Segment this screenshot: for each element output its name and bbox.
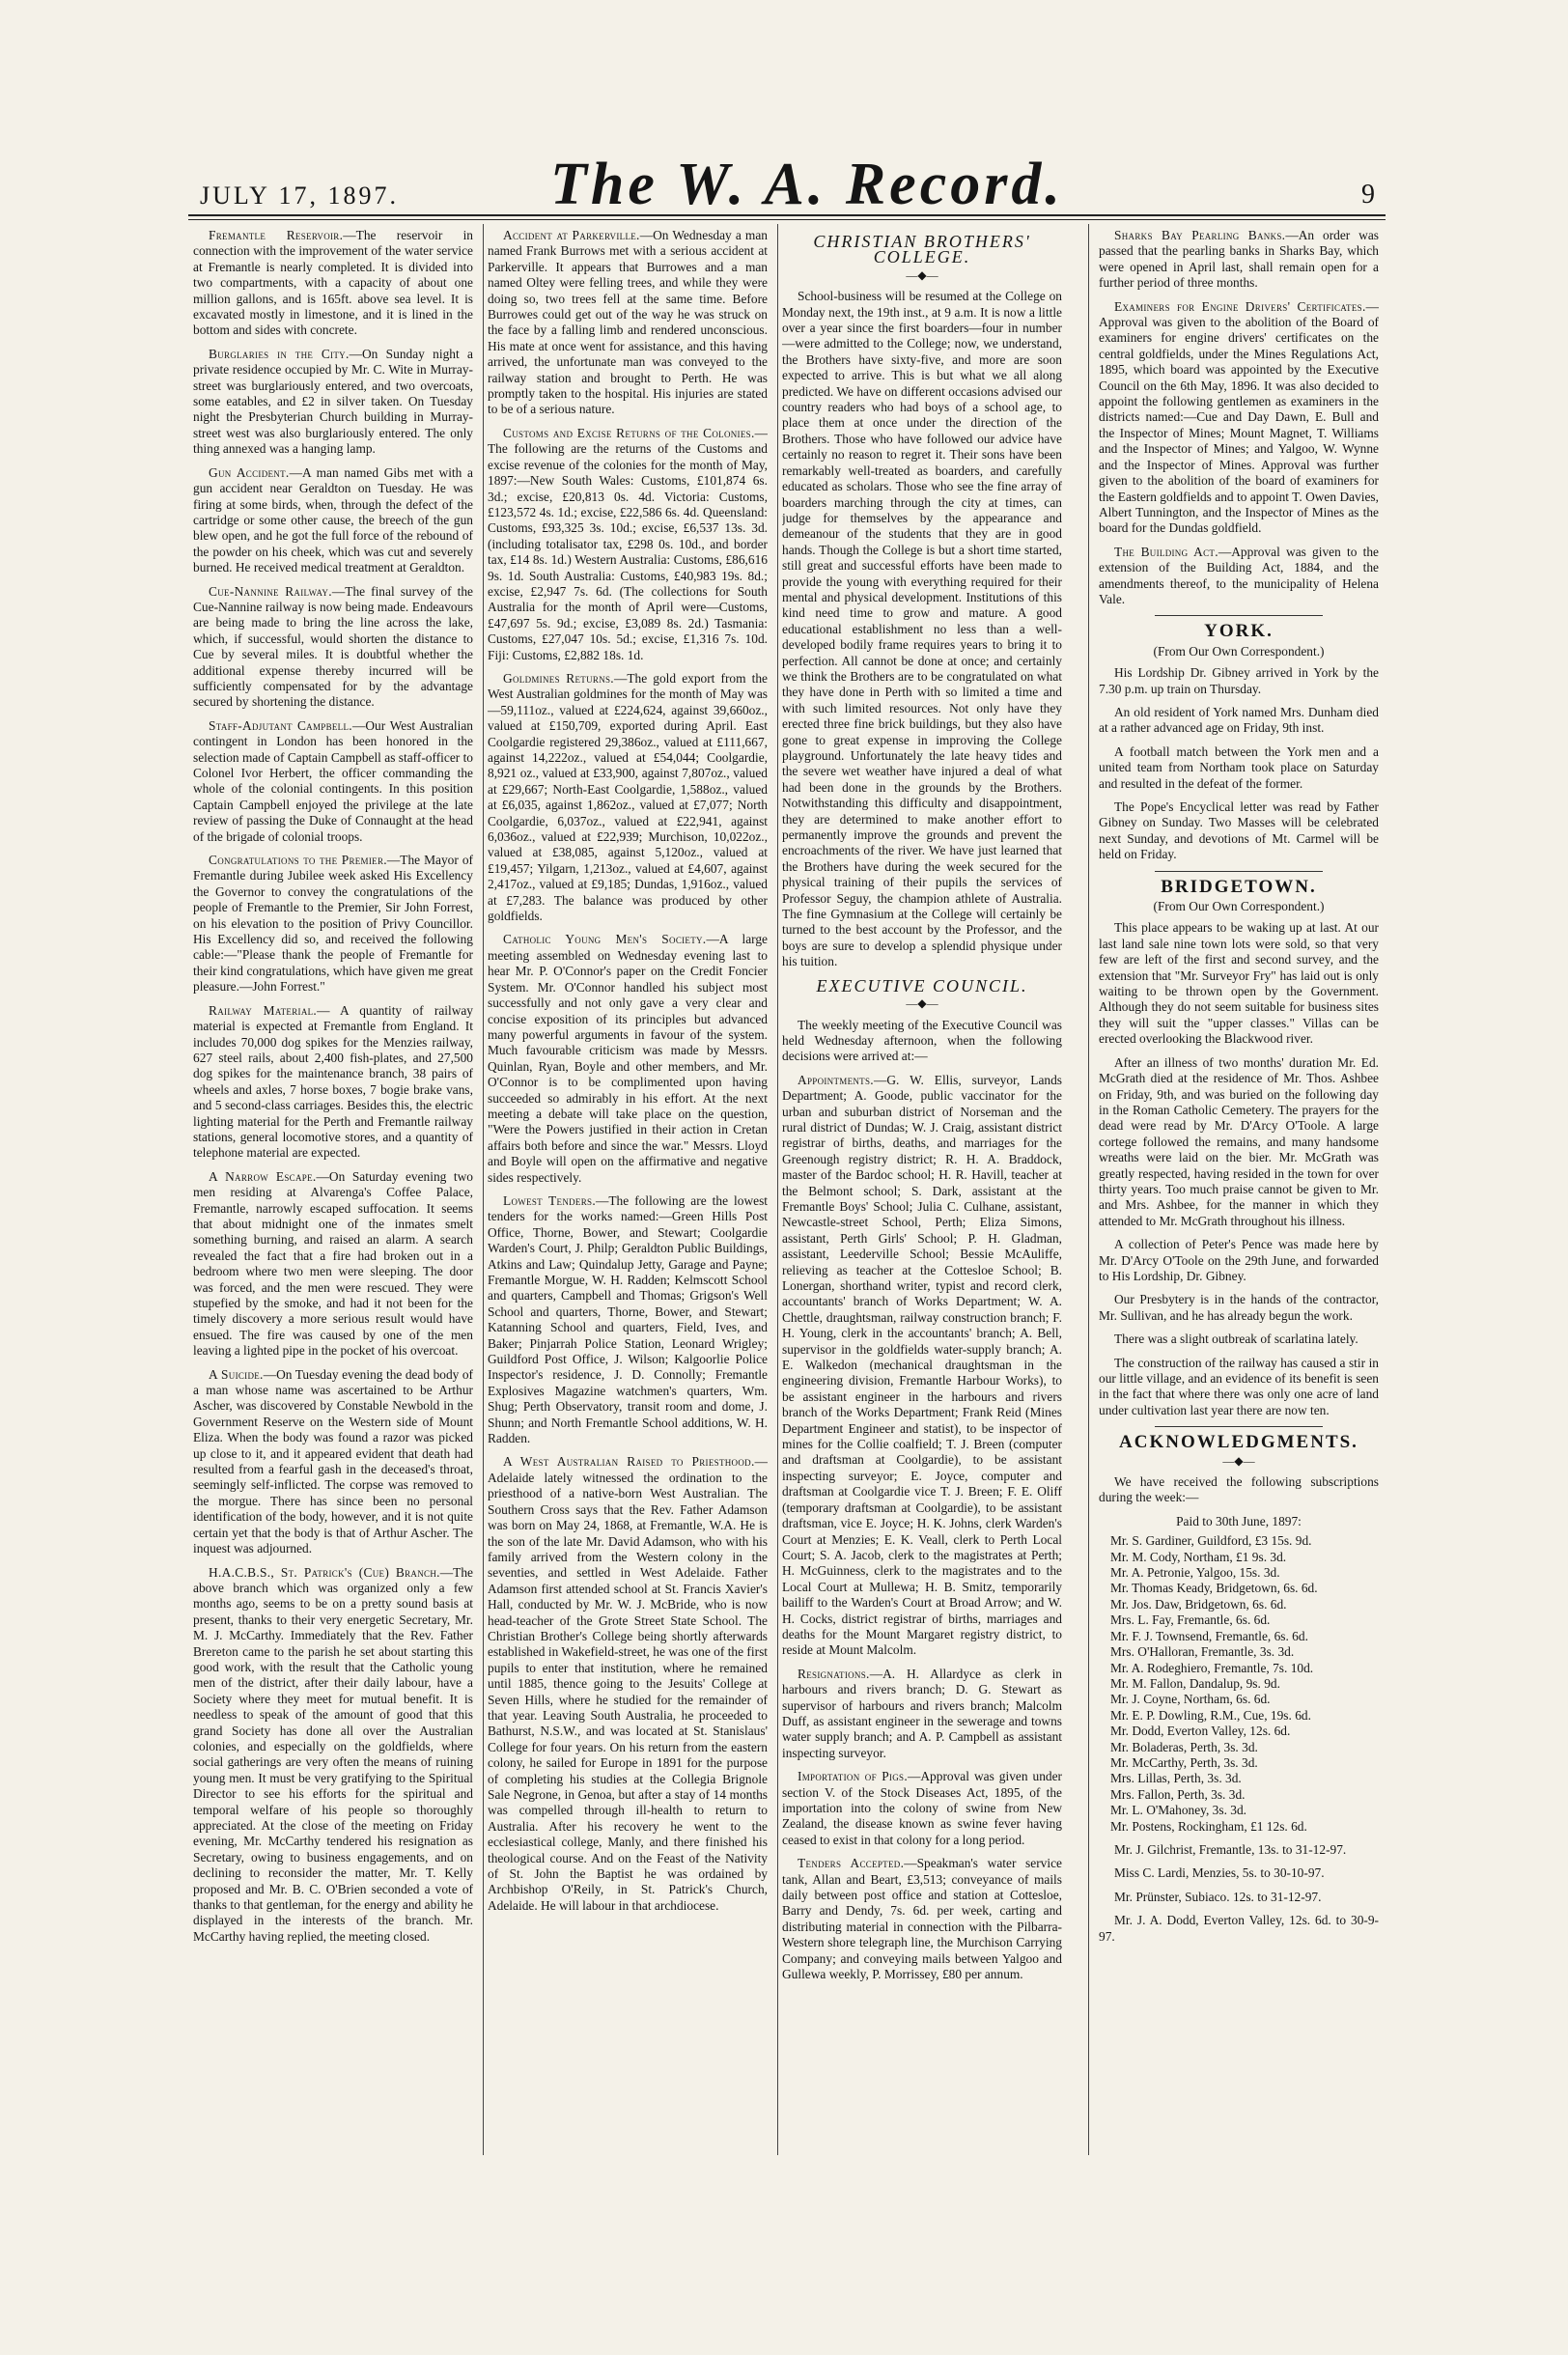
list-item: Mr. J. Gilchrist, Fremantle, 13s. to 31-12-97. (1114, 1841, 1347, 1857)
ornament-divider-icon: —◆— (906, 996, 938, 1011)
article-heading: Accident at Parkerville. (503, 228, 640, 242)
article (193, 347, 473, 458)
news-item: Our Presbytery is in the hands of the contractor, Mr. Sullivan, and he has already begun the work. (1099, 1292, 1379, 1323)
article-body: —G. W. Ellis, surveyor, Lands Department; A. Goode, public vaccinator for the urban and suburban district of Norseman and the rural district of Dundas; W. J. Craig, assistant district registrar of births, deaths, and marriages for the Greenough registry district; R. H. A. Braddock, master of the Bardoc school; H. R. Havill, teacher at the Belmont school; S. Dark, assistant at the Fremantle Boys' School; Julia C. Culhane, assistant, Newcastle-street School, Perth; Eliza Simons, assistant, Perth Girls' School; P. H. Gladman, assistant, Leederville School; Bessie McAuliffe, relieving as teacher at the Cottesloe School; B. Lonergan, shorthand writer, typist and record clerk, accountants' branch of Works Department; W. A. Chettle, draughtsman, railway construction branch; F. H. Young, clerk in the accountants' branch; A. Bell, supervisor in the goldfields water-supply branch; A. E. Walkedon (mechanical draughtsman in the engineering division, Fremantle Harbour Works), to be assistant engineer in the harbours and rivers branch of the Works Department; Frank Reid (Mines Department Engineer and statist), to be inspector of mines for the Collie coalfield; T. J. Breen (computer and draftsman at Coolgardie), to be assistant inspecting surveyor; E. Joyce, computer and draftsman at Coolgardie vice T. J. Breen; F. E. Oliff (temporary draftsman at Coolgardie), to be assistant draftsman, vice E. Joyce; H. K. Johns, clerk Warden's Court at Menzies; E. K. Veall, clerk to Perth Local Court; S. A. Jacob, clerk to the magistrates at Perth; H. McGuinness, clerk to the magistrates and to the Local Court at Mullewa; H. B. Smitz, temporarily bailiff to the Warden's Court at Broad Arrow; and W. H. Cocks, district registrar of births, marriages and deaths for the Mount Margaret registry district, to reside at Mount Malcolm. (782, 1072, 1062, 1658)
article-body: —Speakman's water service tank, Allan and Beart, £3,513; conveyance of mails daily between post office and station at Cottesloe, Barry and Dendy, 7s. 6d. per week, carting and distributing material in connection with the Pilbarra-Western shore telegraph line, the Murchison Carrying Company; and conveying mails between Yalgoo and Gullewa weekly, P. Morrissey, £80 per annum. (782, 1856, 1062, 1982)
article (782, 1769, 1062, 1848)
column-3 (782, 228, 1062, 2154)
list-item: Mrs. O'Halloran, Fremantle, 3s. 3d. (1110, 1644, 1295, 1660)
article-body: —A. H. Allardyce as clerk in harbours and rivers branch; D. G. Stewart as supervisor of harbours and rivers branch; Malcolm Duff, as assistant engineer in the sewerage and towns water supply branch; and A. P. Campbell as assistant inspecting surveyor. (782, 1666, 1062, 1760)
list-item: Mr. A. Petronie, Yalgoo, 15s. 3d. (1110, 1565, 1280, 1581)
article (193, 718, 473, 845)
article-body: —Approval was given under section V. of the Stock Diseases Act, 1895, of the importation into the colony of swine from New Zealand, the disease known as swine fever having ceased to exist in that colony for a long period. (782, 1769, 1062, 1847)
list-item: Miss C. Lardi, Menzies, 5s. to 30-10-97. (1114, 1865, 1325, 1881)
section-divider (1155, 1426, 1323, 1427)
article-heading: Importation of Pigs. (798, 1769, 908, 1784)
article-heading: Appointments. (798, 1072, 874, 1087)
list-item: Mr. McCarthy, Perth, 3s. 3d. (1110, 1754, 1258, 1770)
article-body: —The final survey of the Cue-Nannine railway is now being made. Endeavours are being made to bring the line across the lake, which, if successful, would shorten the distance to Cue by several miles. It is doubtful whether the additional expense thereby incurred will be sufficiently compensated for by the advantage secured by shortening the distance. (193, 583, 473, 710)
article (193, 1003, 473, 1162)
article-heading: Burglaries in the City. (209, 346, 350, 361)
article-heading: Railway Material. (209, 1002, 318, 1018)
list-item: Mr. F. J. Townsend, Fremantle, 6s. 6d. (1110, 1628, 1308, 1643)
article-heading: Cue-Nannine Railway. (209, 583, 332, 599)
section-heading-york: YORK. (1204, 621, 1274, 642)
news-item: The Pope's Encyclical letter was read by Father Gibney on Sunday. Two Masses will be celebrated next Sunday, and devotions of Mt. Carmel will be held on Friday. (1099, 799, 1379, 862)
article-body: —The Mayor of Fremantle during Jubilee week asked His Excellency the Governor to convey the congratulations of the people of Fremantle to the Premier, Sir John Forrest, on his elevation to the position of Privy Councillor. His Excellency did so, and received the following cable:—"Please thank the people of Fremantle for their kind congratulations, which have given me great pleasure.—John Forrest." (193, 853, 473, 995)
section-heading-council: EXECUTIVE COUNCIL. (816, 975, 1028, 995)
article (782, 1073, 1062, 1659)
article-body: —The following are the returns of the Customs and excise revenue of the colonies for the month of May, 1897:—New South Wales: Customs, £101,874 6s. 3d.; excise, £20,813 0s. 4d. Victoria: Customs, £123,572 4s. 1d.; excise, £22,586 6s. 4d. Queensland: Customs, £93,325 3s. 10d.; excise, £6,537 13s. 3d. (including totalisator tax, £298 0s. 10d., and border tax, £14 8s. 1d.) Western Australia: Customs, £86,616 9s. 1d. South Australia: Customs, £40,983 19s. 8d.; excise, £2,947 7s. 6d. (The collections for South Australia for the month of April were—Customs, £47,697 5s. 9d.; excise, £3,089 8s. 2d.) Tasmania: Customs, £27,047 10s. 5d.; excise, £1,316 7s. 10d. Fiji: Customs, £2,882 18s. 1d. (488, 425, 768, 662)
article-heading: Tenders Accepted. (798, 1856, 905, 1871)
article-body: —The above branch which was organized only a few months ago, seems to be on a pretty sound basis at present, thanks to their very energetic Secretary, Mr. M. J. McCarthy. Immediately that the Rev. Father Brereton came to the parish he set about starting this good work, with the result that the Catholic young men of the district, after their daily labour, have a Society where they meet for mutual benefit. It is needless to speak of the amount of good that this grand Society has done all over the Australian colonies, and especially on the goldfields, where social gatherings are very often the means of ruining young men. It must be very gratifying to the Spiritual Director to see his efforts for the spiritual and temporal welfare of his people so thoroughly appreciated. At the close of the meeting on Friday evening, Mr. McCarthy tendered his resignation as Secretary, owing to business engagements, and on declining to reconsider the matter, Mr. T. Kelly proposed and Mr. B. C. O'Brien seconded a vote of thanks to that gentleman, for the energy and ability he displayed in the interests of the branch. Mr. McCarthy having replied, the meeting closed. (193, 1564, 473, 1944)
article-heading: Catholic Young Men's Society. (503, 932, 707, 947)
list-item: Mr. M. Cody, Northam, £1 9s. 3d. (1110, 1549, 1287, 1564)
section-heading-acknowledgments: ACKNOWLEDGMENTS. (1119, 1432, 1358, 1453)
article (488, 426, 768, 663)
column-1 (193, 228, 473, 2154)
article (193, 1367, 473, 1557)
list-item: Mr. J. Coyne, Northam, 6s. 6d. (1110, 1692, 1271, 1707)
news-item: A collection of Peter's Pence was made here by Mr. D'Arcy O'Toole on the 29th June, and forwarded to His Lordship, Dr. Gibney. (1099, 1237, 1379, 1283)
article-body: — A quantity of railway material is expected at Fremantle from England. It includes 70,000 dog spikes for the Menzies railway, 627 steel rails, about 2,400 fish-plates, and 27,500 dog spikes for the maintenance branch, 38 pairs of wheels and axles, 7 horse boxes, 7 bogie brake vans, and 5 second-class carriages. Besides this, the electric lighting material for the Perth and Fremantle railway stations, general locomotive stores, and a quantity of telephone material are expected. (193, 1002, 473, 1161)
article-body: —Approval was given to the abolition of the Board of examiners for engine drivers' certificates on the central goldfields, under the Mines Regulations Act, 1895, which board was appointed by the Executive Council on the 6th May, 1896. It was also decided to appoint the following gentlemen as examiners in the districts named:—Cue and Day Dawn, E. Bull and the Inspector of Mines; Mount Magnet, T. Williams and the Inspector of Mines; and Yalgoo, W. Wynne and the Inspector of Mines. Approval was further given to the abolition of the board of examiners for the Eastern goldfields and to appoint T. Owen Davies, Albert Tunnington, and the Inspector of Mines as the board for the Dundas goldfield. (1099, 298, 1379, 536)
list-item: Mr. Prünster, Subiaco. 12s. to 31-12-97. (1114, 1889, 1322, 1904)
article-heading: A West Australian Raised to Priesthood. (503, 1454, 755, 1470)
section-heading-college: CHRISTIAN BROTHERS' COLLEGE. (813, 232, 1031, 267)
article-body: The weekly meeting of the Executive Council was held Wednesday afternoon, when the following decisions were arrived at:— (782, 1017, 1062, 1064)
list-item: Mr. E. P. Dowling, R.M., Cue, 19s. 6d. (1110, 1707, 1311, 1723)
article (488, 1193, 768, 1447)
article-heading: A Narrow Escape. (209, 1168, 317, 1184)
article-body: —The reservoir in connection with the improvement of the water service at Fremantle is nearly completed. It is divided into two compartments, with a capacity of about one million gallons, and is 165ft. above sea level. It is excavated mostly in limestone, and it is lined in the bottom and sides with concrete. (193, 228, 473, 338)
column-2 (488, 228, 768, 2154)
article-body: —The gold export from the West Australian goldmines for the month of May was—59,111oz., valued at £224,624, against 39,660oz., valued at £150,709, exported during April. East Coolgardie registered 29,386oz., valued at £111,667, against 14,222oz., valued at £54,044; Coolgardie, 8,921 oz., valued at £33,900, against 7,807oz., valued at £29,667; North-East Coolgardie, 1,588oz., valued at £6,035, against 1,862oz., valued at £7,077; North Coolgardie, 6,037oz., valued at £22,941, against 6,036oz., valued at £22,939; Murchison, 10,022oz., valued at £38,085, against 5,120oz., valued at £19,457; Yilgarn, 1,213oz., valued at £4,607, against 2,417oz., valued at £9,185; Dundas, 1,916oz., valued at £7,283. The balance was produced by other goldfields. (488, 670, 768, 924)
article (193, 853, 473, 995)
news-item: This place appears to be waking up at last. At our last land sale nine town lots were sold, so that very few are left of the first and second survey, and the extension that "Mr. Surveyor Fry" has laid out is only waiting to be thrown open by the Government. Although they do not seem suitable for business sites they will suit the "upper classes." Villas can be erected overlooking the Blackwood river. (1099, 920, 1379, 1047)
list-item: Mr. S. Gardiner, Guildford, £3 15s. 9d. (1110, 1533, 1312, 1549)
page-number: 9 (1361, 180, 1375, 210)
article-body: School-business will be resumed at the College on Monday next, the 19th inst., at 9 a.m. It is now a little over a year since the first boarders—four in number—were admitted to the College; now, we understand, the Brothers have sixty-five, and more are soon expected to arrive. This is but what we all along predicted. We have on different occasions advised our country readers who had boys of a school age, to place them at once under the direction of the Brothers. Those who have followed our advice have certainly no reason to regret it. Their sons have been remarkably well-treated as boarders, and carefully educated as scholars. Those who see the fine array of boarders marching through the city at times, can judge for themselves by the appearance and demeanour of the students that they are in good hands. Though the College is but a short time started, still great and successful efforts have been made to provide the young with everything required for their mental and physical development. Institutions of this kind need time to grow and mature. A good educational establishment no less than a well-developed bodily frame requires years to bring it to perfection. All cannot be done at once; and certainly we think the Brothers are to be congratulated on what they have done in Perth with so limited a time and with such limited resources. Not only have they erected three fine brick buildings, but they also have gone to great expense in improving the College playground. Unfortunately the late heavy tides and the severe wet weather have injured a deal of what had been done in the grounds by the Brothers. Notwithstanding this difficulty and disappointment, they are determined to make another effort to permanently improve the grounds and prevent the encroachments of the river. We have just learned that the Brothers have during the week secured for the physical training of their pupils the services of Professor Seguy, the champion athlete of Australia. The fine Gymnasium at the College will certainly be turned to the best account by the Professor, and the boys are sure to develop a splendid physique under his tuition. (782, 289, 1062, 969)
correspondent-note: (From Our Own Correspondent.) (1153, 899, 1325, 914)
column-divider (1088, 224, 1089, 2155)
article (488, 932, 768, 1186)
article (193, 1169, 473, 1360)
list-item: Mr. L. O'Mahoney, 3s. 3d. (1110, 1803, 1247, 1818)
article-heading: Gun Accident. (209, 464, 290, 480)
article (488, 228, 768, 418)
ornament-divider-icon: —◆— (906, 267, 938, 282)
news-item: A football match between the York men and a united team from Northam took place on Saturday and resulted in the defeat of the former. (1099, 743, 1379, 791)
section-heading-bridgetown: BRIDGETOWN. (1161, 876, 1317, 897)
article (193, 584, 473, 711)
section-divider (1155, 615, 1323, 616)
list-item: Mr. Boladeras, Perth, 3s. 3d. (1110, 1739, 1258, 1754)
article-heading: Goldmines Returns. (503, 670, 614, 686)
article-heading: Congratulations to the Premier. (209, 853, 387, 868)
article-body: —Our West Australian contingent in London has been honored in the selection made of Captain Campbell as staff-officer to Colonel Ivor Herbert, the officer commanding the whole of the colonial contingents. In this position Captain Campbell enjoyed the privilege at the late review of passing the Duke of Connaught at the head of the brigade of colonial troops. (193, 717, 473, 844)
ack-intro: We have received the following subscriptions during the week:— (1099, 1474, 1379, 1505)
list-item: Mr. J. A. Dodd, Everton Valley, 12s. 6d. to 30-9-97. (1099, 1913, 1379, 1944)
article-heading: Staff-Adjutant Campbell. (209, 717, 352, 733)
article-heading: Fremantle Reservoir. (209, 228, 344, 242)
column-divider (483, 224, 484, 2155)
article-body: —On Tuesday evening the dead body of a man whose name was ascertained to be Arthur Ascher, was discovered by Constable Newbold in the Government Reserve on the Western side of Mount Eliza. When the body was found a razor was picked up close to it, and it appeared evident that death had resulted from a fearful gash in the deceased's throat, seemingly self-inflicted. The corpse was removed to the morgue. There has since been no personal identification of the body, however, and it is not quite certain yet that the body is that of Arthur Ascher. The inquest was adjourned. (193, 1366, 473, 1556)
article-heading: The Building Act. (1114, 544, 1218, 559)
article-heading: Resignations. (798, 1666, 870, 1681)
header-rule-thin (188, 219, 1386, 220)
news-item: The construction of the railway has caused a stir in our little village, and an evidence of its benefit is seen in the fact that where there was only one acre of land under cultivation last year there are now ten. (1099, 1355, 1379, 1417)
news-item: There was a slight outbreak of scarlatina lately. (1114, 1332, 1358, 1347)
article-body: —Approval was given to the extension of the Building Act, 1884, and the amendments thereof, to the municipality of Helena Vale. (1099, 544, 1379, 606)
news-item: His Lordship Dr. Gibney arrived in York by the 7.30 p.m. up train on Thursday. (1099, 665, 1379, 696)
article-body: —On Sunday night a private residence occupied by Mr. C. Wite in Murray-street was burglariously entered, and two overcoats, some eatables, and £2 in silver taken. On Tuesday night the Presbyterian Church building in Murray-street west was also burglariously entered. The only thing annexed was a hanging lamp. (193, 346, 473, 457)
list-item: Mr. A. Rodeghiero, Fremantle, 7s. 10d. (1110, 1660, 1314, 1675)
article-body: —Adelaide lately witnessed the ordination to the priesthood of a native-born West Australian. The Southern Cross says that the Rev. Father Adamson was born on May 24, 1868, at Fremantle, W.A. He is the son of the late Mr. David Adamson, who with his family arrived from the Western colony in the seventies, and settled in West Adelaide. Father Adamson first attended school at St. Francis Xavier's Hall, conducted by Mr. W. J. McBride, who is now head-teacher of the Grote Street State School. The Christian Brother's College being shortly afterwards established in Wakefield-street, he was one of the first pupils to enter that institution, where he remained until 1885, thence going to the Jesuits' College at Seven Hills, where he studied for the remainder of that year. Leaving South Australia, he proceeded to Bathurst, N.S.W., and was located at St. Stanislaus' College for four years. On his return from the eastern colony, he sailed for Europe in 1891 for the purpose of completing his studies at the Collegia Brignole Sale Negrone, in Genoa, but after a stay of 14 months was compelled through ill-health to return to Australia. After his recovery he went to the ecclesiastical college, Manly, and there finished his theological course. And on the Feast of the Nativity of St. John the Baptist he was ordained by Archbishop O'Reily, in St. Patrick's Church, Adelaide. He will labour in that archdiocese. (488, 1454, 768, 1913)
article (782, 1856, 1062, 1982)
newspaper-title: The W. A. Record. (550, 152, 1064, 217)
article-heading: Customs and Excise Returns of the Colonies. (503, 425, 755, 440)
ornament-divider-icon: —◆— (1222, 1453, 1255, 1468)
ack-paid-line: Paid to 30th June, 1897: (1176, 1513, 1302, 1528)
news-item: After an illness of two months' duration Mr. Ed. McGrath died at the residence of Mr. Thos. Ashbee on Friday, 9th, and was buried on the following day in the Roman Catholic Cemetery. The prayers for the dead were read by Mr. D'Arcy O'Toole. A large cortege followed the remains, and many handsome wreaths were laid on the bier. Mr. McGrath was greatly respected, having resided in the town for over thirty years. Too much praise cannot be given to Mr. and Mrs. Ashbee, for the manner in which they attended to Mr. McGrath throughout his illness. (1099, 1054, 1379, 1228)
section-divider (1155, 871, 1323, 872)
article (193, 228, 473, 339)
column-divider (777, 224, 778, 2155)
article (193, 465, 473, 576)
list-item: Mr. Dodd, Everton Valley, 12s. 6d. (1110, 1724, 1291, 1739)
article-body: —A large meeting assembled on Wednesday evening last to hear Mr. P. O'Connor's paper on the Credit Foncier System. Mr. O'Connor handled his subject most successfully and not only gave a very clear and concise exposition of its principles but advanced many powerful arguments in favour of the system. Much favourable criticism was made by Messrs. Quinlan, Ryan, Boyle and other members, and Mr. O'Connor is to be complimented upon having succeeded so admirably in his effort. At the next meeting a debate will take place on the question, "Were the Powers justified in their action in Cretan affairs both before and since the war." Messrs. Lloyd and Boyle will open on the affirmative and negative sides respectively. (488, 932, 768, 1185)
header-rule (188, 214, 1386, 216)
list-item: Mrs. L. Fay, Fremantle, 6s. 6d. (1110, 1612, 1271, 1628)
list-item: Mr. Jos. Daw, Bridgetown, 6s. 6d. (1110, 1596, 1287, 1612)
article-body: —On Wednesday a man named Frank Burrows met with a serious accident at Parkerville. It appears that Burrowes and a man named Oltey were felling trees, and while they were doing so, two trees fell at the same time. Before Burrowes could get out of the way he was struck on the face by a falling limb and rendered unconscious. His mate at once went for assistance, and this having arrived, the unfortunate man was conveyed to the railway station and brought to Perth. He was promptly taken to the hospital. His injuries are stated to be of a serious nature. (488, 228, 768, 417)
article (488, 671, 768, 925)
article (1099, 228, 1379, 292)
column-4 (1099, 228, 1379, 2154)
article (1099, 299, 1379, 537)
article (488, 1454, 768, 1914)
subscription-list (1099, 1533, 1379, 1835)
article-heading: A Suicide. (209, 1366, 264, 1382)
correspondent-note: (From Our Own Correspondent.) (1153, 643, 1325, 659)
list-item: Mr. Postens, Rockingham, £1 12s. 6d. (1110, 1818, 1307, 1834)
article (193, 1565, 473, 1946)
article-heading: Sharks Bay Pearling Banks. (1114, 228, 1286, 242)
issue-date: JULY 17, 1897. (200, 182, 399, 210)
masthead (0, 145, 1568, 222)
article (1099, 545, 1379, 608)
article-body: —A man named Gibs met with a gun accident near Geraldton on Tuesday. He was firing at some birds, when, through the defect of the cartridge or some other cause, the breech of the gun blew open, and he got the full force of the rebound of the powder on his cheek, which was cut and severely burned. He received medical treatment at Geraldton. (193, 464, 473, 575)
article-body: —The following are the lowest tenders for the works named:—Green Hills Post Office, Thorne, Bower, and Stewart; Coolgardie Warden's Court, J. Philp; Geraldton Public Buildings, Atkins and Law; Quindalup Jetty, Garage and Payne; Fremantle Morgue, W. H. Radden; Kelmscott School and quarters, Campbell and Thomas; Grigson's Well School and quarters, Thorne, Bower, and Stewart; Katanning School and quarters, Field, Ives, and Baker; Pinjarrah Police Station, Leonard Wrigley; Guildford Post Office, J. Wilson; Kalgoorlie Police Inspector's residence, J. D. Connolly; Fremantle Explosives Magazine watchmen's quarters, Wm. Shug; Perth Observatory, transit room and dome, J. Shunn; and North Fremantle School additions, W. H. Radden. (488, 1192, 768, 1446)
article-heading: H.A.C.B.S., St. Patrick's (Cue) Branch. (209, 1564, 440, 1580)
list-item: Mr. M. Fallon, Dandalup, 9s. 9d. (1110, 1675, 1280, 1691)
news-item: An old resident of York named Mrs. Dunham died at a rather advanced age on Friday, 9th inst. (1099, 704, 1379, 736)
article-body: —An order was passed that the pearling banks in Sharks Bay, which were opened in April last, shall remain open for a further period of three months. (1099, 228, 1379, 291)
article-body: —On Saturday evening two men residing at Alvarenga's Coffee Palace, Fremantle, narrowly escaped suffocation. It seems that about midnight one of the inmates smelt something burning, and raised an alarm. A search revealed the fact that a fire had broken out in a bedroom where two men were sleeping. The door was forced, and the men were rescued. They were stupefied by the smoke, and had it not been for the timely discovery a more serious result would have ensued. The fire was caused by one of the men leaving a lighted pipe in the pocket of his overcoat. (193, 1168, 473, 1359)
article (782, 1667, 1062, 1761)
article-heading: Lowest Tenders. (503, 1192, 596, 1208)
list-item: Mr. Thomas Keady, Bridgetown, 6s. 6d. (1110, 1581, 1318, 1596)
list-item: Mrs. Lillas, Perth, 3s. 3d. (1110, 1771, 1242, 1786)
list-item: Mrs. Fallon, Perth, 3s. 3d. (1110, 1786, 1246, 1802)
article-heading: Examiners for Engine Drivers' Certificates. (1114, 298, 1366, 314)
